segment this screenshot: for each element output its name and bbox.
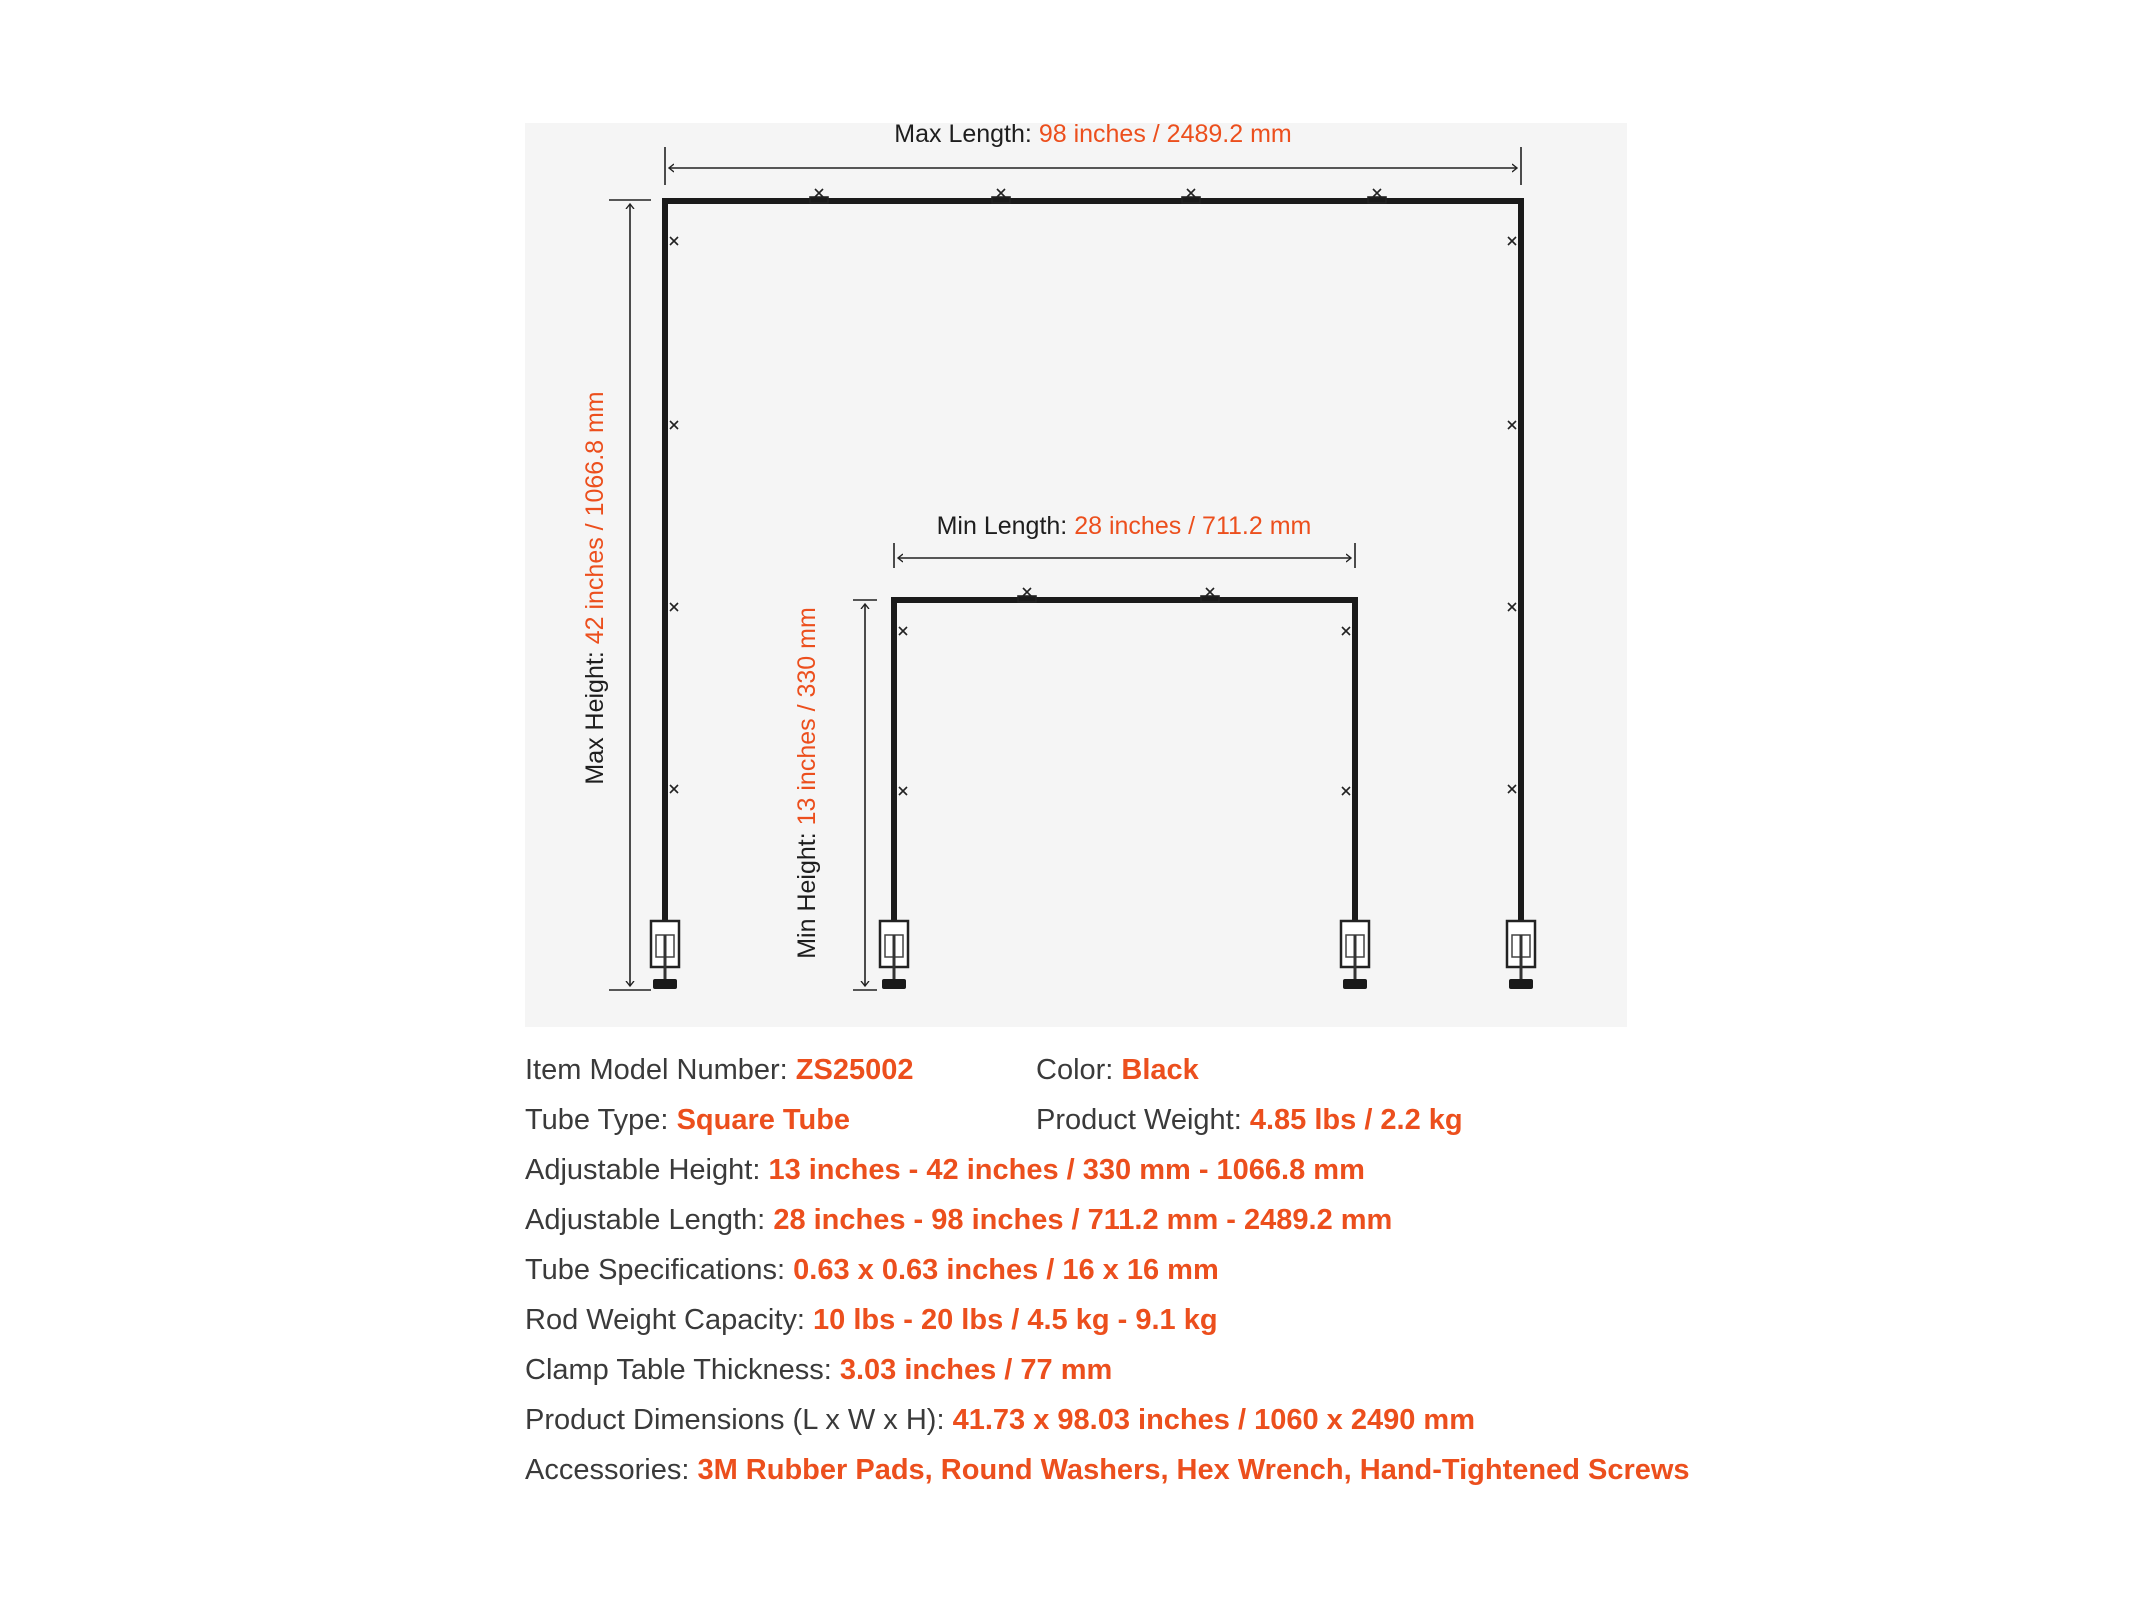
min-frame-joints: [899, 588, 1350, 795]
max-length-label: Max Length: 98 inches / 2489.2 mm: [894, 123, 1292, 148]
spec-tube-type: Tube Type: Square Tube: [525, 1104, 851, 1136]
min-right-clamp: [1341, 921, 1369, 989]
min-height-dimension: [853, 600, 877, 990]
diagram-panel: [525, 123, 1627, 1027]
max-height-dimension: [609, 200, 651, 990]
spec-color: Color: Black: [1036, 1054, 1199, 1086]
min-length-label: Min Length: 28 inches / 711.2 mm: [936, 512, 1312, 540]
spec-product-dimensions: Product Dimensions (L x W x H): 41.73 x 98.03 inches / 1060 x 2490 mm: [525, 1404, 1475, 1436]
spec-tube-specifications: Tube Specifications: 0.63 x 0.63 inches / 16 x 16 mm: [525, 1254, 1219, 1286]
min-frame: [894, 600, 1355, 923]
spec-adjustable-length: Adjustable Length: 28 inches - 98 inches / 711.2 mm - 2489.2 mm: [525, 1204, 1393, 1236]
max-length-dimension: [665, 147, 1521, 185]
spec-rod-weight-capacity: Rod Weight Capacity: 10 lbs - 20 lbs / 4.5 kg - 9.1 kg: [525, 1304, 1218, 1336]
min-length-dimension: [894, 543, 1355, 568]
spec-model: Item Model Number: ZS25002: [525, 1054, 914, 1086]
spec-clamp-thickness: Clamp Table Thickness: 3.03 inches / 77 mm: [525, 1354, 1113, 1386]
spec-adjustable-height: Adjustable Height: 13 inches - 42 inches / 330 mm - 1066.8 mm: [525, 1154, 1365, 1186]
spec-accessories: Accessories: 3M Rubber Pads, Round Washers, Hex Wrench, Hand-Tightened Screws: [525, 1454, 1690, 1486]
spec-weight: Product Weight: 4.85 lbs / 2.2 kg: [1036, 1104, 1463, 1136]
max-left-clamp: [651, 921, 679, 989]
min-height-label: Min Height: 13 inches / 330 mm: [793, 607, 821, 959]
max-right-clamp: [1507, 921, 1535, 989]
min-left-clamp: [880, 921, 908, 989]
frame-diagram: [525, 123, 1627, 1027]
max-height-label: Max Height: 42 inches / 1066.8 mm: [581, 391, 609, 785]
